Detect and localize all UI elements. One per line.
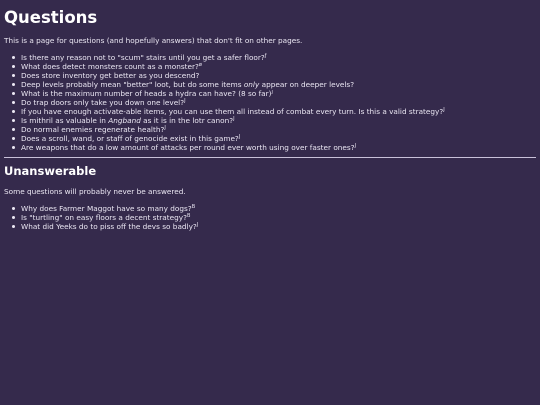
- list-item[interactable]: [21, 116, 536, 125]
- list-item[interactable]: [21, 107, 536, 116]
- questions-list: [4, 53, 536, 152]
- footnote-ref[interactable]: J: [184, 98, 186, 104]
- question-text[interactable]: Is there any reason not to "scum" stairs until you get a safer floor?: [21, 53, 265, 62]
- unanswerable-list: [4, 204, 536, 231]
- question-text[interactable]: Is "turtling" on easy floors a decent strategy?: [21, 213, 187, 222]
- question-text[interactable]: Does a scroll, wand, or staff of genocide exist in this game?: [21, 134, 239, 143]
- list-item[interactable]: [21, 53, 536, 62]
- question-text[interactable]: Do trap doors only take you down one level?: [21, 98, 185, 107]
- footnote-ref[interactable]: J: [164, 125, 166, 131]
- question-emphasis: only: [243, 80, 260, 89]
- question-text[interactable]: Does store inventory get better as you descend?: [21, 71, 200, 80]
- footnote-ref[interactable]: J: [238, 134, 241, 140]
- footnote-ref[interactable]: J: [354, 143, 357, 149]
- list-item[interactable]: [21, 213, 536, 222]
- question-emphasis: Angband: [108, 116, 141, 125]
- question-text[interactable]: Why does Farmer Maggot have so many dogs?: [21, 204, 192, 213]
- question-text-continued: as it is in the lotr canon?: [140, 116, 234, 125]
- list-item[interactable]: [21, 143, 536, 152]
- footnote-ref[interactable]: J: [233, 116, 235, 122]
- question-text-continued: appear on deeper levels?: [259, 80, 355, 89]
- unanswerable-intro: Some questions will probably never be answered.: [4, 187, 186, 196]
- question-text[interactable]: Do normal enemies regenerate health?: [21, 125, 165, 134]
- list-item[interactable]: [21, 204, 536, 213]
- question-text[interactable]: Are weapons that do a low amount of attacks per round ever worth using over faster ones?: [21, 143, 355, 152]
- footnote-ref[interactable]: B: [191, 204, 196, 210]
- footnote-ref[interactable]: ȷ: [271, 89, 273, 95]
- list-item[interactable]: [21, 62, 536, 71]
- question-text[interactable]: What does detect monsters count as a monster?: [21, 62, 199, 71]
- footnote-ref[interactable]: ƒ: [264, 53, 267, 59]
- questions-intro: This is a page for questions (and hopefully answers) that don't fit on other pages.: [4, 36, 303, 45]
- footnote-ref[interactable]: ø: [198, 62, 202, 68]
- section-title-unanswerable: Unanswerable: [4, 164, 97, 178]
- list-item[interactable]: [21, 89, 536, 98]
- page-title: Questions: [4, 8, 98, 27]
- list-item[interactable]: [21, 222, 536, 231]
- question-text[interactable]: Deep levels probably mean "better" loot, but do some items: [21, 80, 244, 89]
- footnote-ref[interactable]: J: [196, 222, 199, 228]
- list-item[interactable]: [21, 80, 536, 89]
- list-item[interactable]: [21, 98, 536, 107]
- list-item[interactable]: [21, 71, 536, 80]
- question-text[interactable]: If you have enough activate-able items, you can use them all instead of combat every turn. Is this a valid strategy?: [21, 107, 444, 116]
- footnote-ref[interactable]: B: [186, 213, 191, 219]
- question-text[interactable]: Is mithril as valuable in: [21, 116, 109, 125]
- question-text[interactable]: What did Yeeks do to piss off the devs so badly?: [21, 222, 197, 231]
- list-item[interactable]: [21, 134, 536, 143]
- question-text[interactable]: What is the maximum number of heads a hydra can have? (8 so far): [21, 89, 272, 98]
- list-item[interactable]: [21, 125, 536, 134]
- footnote-ref[interactable]: J: [443, 107, 445, 113]
